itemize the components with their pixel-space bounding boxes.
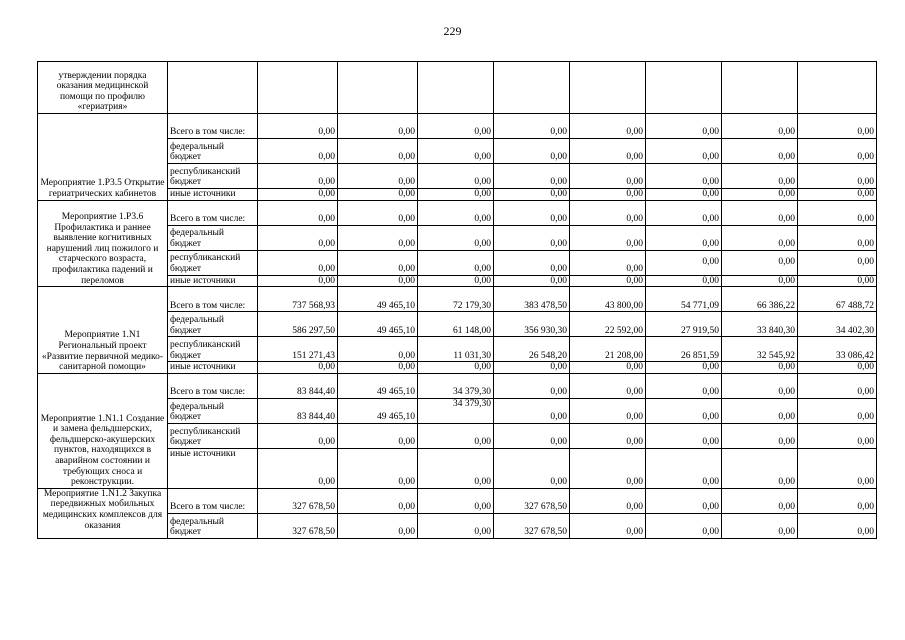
measure-name-cell: Мероприятие 1.N1.1 Создание и замена фельдшерских, фельдшерско-акушерских пунктов, находящихся в аварийном состоянии и требующих сноса и реконструкции. — [38, 373, 168, 488]
amount-cell: 327 678,50 — [494, 513, 570, 538]
amount-cell: 0,00 — [646, 225, 722, 250]
amount-cell: 0,00 — [494, 189, 570, 201]
amount-cell: 0,00 — [258, 362, 338, 374]
amount-cell: 0,00 — [722, 139, 798, 164]
amount-cell: 0,00 — [646, 189, 722, 201]
amount-cell: 54 771,09 — [646, 287, 722, 312]
amount-cell: 0,00 — [722, 362, 798, 374]
amount-cell: 0,00 — [494, 398, 570, 423]
amount-cell: 0,00 — [418, 448, 494, 488]
amount-cell: 0,00 — [494, 250, 570, 275]
amount-cell: 0,00 — [570, 488, 646, 513]
funding-source-cell: республиканский бюджет — [168, 423, 258, 448]
amount-cell: 0,00 — [338, 225, 418, 250]
funding-source-cell: республиканский бюджет — [168, 164, 258, 189]
amount-cell: 0,00 — [722, 448, 798, 488]
amount-cell — [338, 62, 418, 114]
amount-cell: 0,00 — [258, 225, 338, 250]
amount-cell: 0,00 — [494, 373, 570, 398]
amount-cell: 49 465,10 — [338, 398, 418, 423]
amount-cell — [798, 62, 877, 114]
page-number: 229 — [443, 24, 462, 38]
amount-cell: 0,00 — [338, 139, 418, 164]
amount-cell: 83 844,40 — [258, 373, 338, 398]
measure-name-cell: Мероприятие 1.N1.2 Закупка передвижных мобильных медицинских комплексов для оказания — [38, 488, 168, 538]
amount-cell: 0,00 — [798, 164, 877, 189]
amount-cell: 0,00 — [258, 164, 338, 189]
measure-name-cell: Мероприятие 1.Р3.6 Профилактика и раннее выявление когнитивных нарушений лиц пожилого и старческого возраста, профилактика падений и переломов — [38, 200, 168, 287]
amount-cell: 49 465,10 — [338, 287, 418, 312]
amount-cell: 0,00 — [570, 275, 646, 287]
amount-cell: 0,00 — [798, 189, 877, 201]
amount-cell — [494, 62, 570, 114]
amount-cell: 0,00 — [494, 423, 570, 448]
measure-name-cell: Мероприятие 1.Р3.5 Открытие гериатрических кабинетов — [38, 114, 168, 201]
amount-cell: 27 919,50 — [646, 312, 722, 337]
amount-cell: 0,00 — [338, 200, 418, 225]
amount-cell: 0,00 — [646, 362, 722, 374]
amount-cell: 0,00 — [418, 275, 494, 287]
amount-cell: 0,00 — [570, 114, 646, 139]
amount-cell: 0,00 — [646, 423, 722, 448]
amount-cell: 0,00 — [418, 362, 494, 374]
amount-cell: 0,00 — [570, 139, 646, 164]
amount-cell: 0,00 — [494, 114, 570, 139]
amount-cell: 49 465,10 — [338, 312, 418, 337]
table-row — [38, 373, 877, 398]
amount-cell: 151 271,43 — [258, 337, 338, 362]
amount-cell: 0,00 — [418, 164, 494, 189]
funding-source-cell: Всего в том числе: — [168, 373, 258, 398]
amount-cell: 0,00 — [570, 250, 646, 275]
funding-source-cell: Всего в том числе: — [168, 114, 258, 139]
amount-cell: 0,00 — [646, 513, 722, 538]
amount-cell: 0,00 — [722, 114, 798, 139]
amount-cell: 0,00 — [646, 114, 722, 139]
amount-cell: 0,00 — [722, 423, 798, 448]
amount-cell: 0,00 — [798, 275, 877, 287]
amount-cell: 0,00 — [258, 139, 338, 164]
amount-cell: 0,00 — [798, 513, 877, 538]
amount-cell: 0,00 — [798, 448, 877, 488]
amount-cell: 34 379,30 — [418, 373, 494, 398]
amount-cell: 34 402,30 — [798, 312, 877, 337]
amount-cell: 586 297,50 — [258, 312, 338, 337]
funding-source-cell: федеральный бюджет — [168, 225, 258, 250]
amount-cell: 33 086,42 — [798, 337, 877, 362]
amount-cell: 0,00 — [418, 513, 494, 538]
amount-cell: 0,00 — [646, 398, 722, 423]
amount-cell: 0,00 — [338, 189, 418, 201]
amount-cell: 0,00 — [570, 189, 646, 201]
amount-cell: 0,00 — [798, 398, 877, 423]
amount-cell: 0,00 — [722, 164, 798, 189]
amount-cell: 61 148,00 — [418, 312, 494, 337]
amount-cell — [722, 62, 798, 114]
amount-cell: 0,00 — [646, 139, 722, 164]
table-row — [38, 62, 877, 114]
amount-cell: 0,00 — [798, 362, 877, 374]
amount-cell: 0,00 — [258, 250, 338, 275]
amount-cell: 0,00 — [646, 448, 722, 488]
amount-cell: 0,00 — [258, 114, 338, 139]
amount-cell: 0,00 — [338, 513, 418, 538]
amount-cell: 0,00 — [798, 488, 877, 513]
amount-cell: 0,00 — [722, 488, 798, 513]
amount-cell: 0,00 — [646, 200, 722, 225]
amount-cell: 0,00 — [570, 200, 646, 225]
amount-cell: 0,00 — [570, 423, 646, 448]
funding-source-cell: Всего в том числе: — [168, 488, 258, 513]
amount-cell: 0,00 — [570, 448, 646, 488]
funding-source-cell: республиканский бюджет — [168, 337, 258, 362]
table-row — [38, 488, 877, 513]
amount-cell: 43 800,00 — [570, 287, 646, 312]
amount-cell: 0,00 — [494, 225, 570, 250]
amount-cell: 0,00 — [418, 139, 494, 164]
amount-cell: 0,00 — [570, 513, 646, 538]
funding-source-cell: республиканский бюджет — [168, 250, 258, 275]
amount-cell: 0,00 — [418, 423, 494, 448]
amount-cell: 0,00 — [418, 225, 494, 250]
funding-source-cell: Всего в том числе: — [168, 287, 258, 312]
amount-cell: 737 568,93 — [258, 287, 338, 312]
table-row — [38, 200, 877, 225]
amount-cell: 0,00 — [798, 114, 877, 139]
amount-cell: 0,00 — [722, 225, 798, 250]
amount-cell: 0,00 — [338, 250, 418, 275]
table-row — [38, 287, 877, 312]
measure-name-cell: утверждении порядка оказания медицинской помощи по профилю «гериатрия» — [38, 62, 168, 114]
amount-cell: 83 844,40 — [258, 398, 338, 423]
amount-cell: 0,00 — [798, 200, 877, 225]
amount-cell: 0,00 — [258, 275, 338, 287]
amount-cell: 72 179,30 — [418, 287, 494, 312]
amount-cell: 0,00 — [418, 250, 494, 275]
amount-cell: 0,00 — [722, 275, 798, 287]
amount-cell: 0,00 — [338, 423, 418, 448]
amount-cell: 0,00 — [338, 488, 418, 513]
amount-cell: 0,00 — [338, 448, 418, 488]
amount-cell: 66 386,22 — [722, 287, 798, 312]
amount-cell: 0,00 — [798, 373, 877, 398]
amount-cell: 0,00 — [258, 200, 338, 225]
amount-cell: 0,00 — [722, 398, 798, 423]
amount-cell: 0,00 — [418, 200, 494, 225]
amount-cell — [418, 62, 494, 114]
amount-cell: 0,00 — [646, 164, 722, 189]
amount-cell: 0,00 — [570, 225, 646, 250]
funding-source-cell: иные источники — [168, 448, 258, 488]
amount-cell: 0,00 — [570, 362, 646, 374]
amount-cell: 26 851,59 — [646, 337, 722, 362]
amount-cell: 0,00 — [570, 164, 646, 189]
amount-cell: 327 678,50 — [258, 488, 338, 513]
amount-cell: 0,00 — [258, 423, 338, 448]
amount-cell: 34 379,30 — [418, 398, 494, 423]
amount-cell: 0,00 — [798, 139, 877, 164]
amount-cell: 0,00 — [418, 488, 494, 513]
measure-name-cell: Мероприятие 1.N1 Региональный проект «Развитие первичной медико-санитарной помощи» — [38, 287, 168, 374]
amount-cell: 0,00 — [646, 250, 722, 275]
amount-cell: 0,00 — [338, 114, 418, 139]
amount-cell: 0,00 — [338, 164, 418, 189]
amount-cell: 22 592,00 — [570, 312, 646, 337]
amount-cell: 0,00 — [494, 164, 570, 189]
amount-cell: 33 840,30 — [722, 312, 798, 337]
amount-cell: 0,00 — [722, 250, 798, 275]
amount-cell: 0,00 — [418, 189, 494, 201]
amount-cell: 0,00 — [798, 250, 877, 275]
amount-cell: 0,00 — [494, 448, 570, 488]
funding-source-cell: федеральный бюджет — [168, 139, 258, 164]
amount-cell: 0,00 — [338, 362, 418, 374]
table-row — [38, 114, 877, 139]
amount-cell: 0,00 — [722, 373, 798, 398]
amount-cell: 327 678,50 — [258, 513, 338, 538]
amount-cell: 383 478,50 — [494, 287, 570, 312]
funding-source-cell: иные источники — [168, 275, 258, 287]
amount-cell: 0,00 — [722, 513, 798, 538]
amount-cell: 11 031,30 — [418, 337, 494, 362]
amount-cell: 26 548,20 — [494, 337, 570, 362]
funding-source-cell: федеральный бюджет — [168, 312, 258, 337]
amount-cell: 49 465,10 — [338, 373, 418, 398]
amount-cell: 0,00 — [798, 423, 877, 448]
funding-source-cell: иные источники — [168, 362, 258, 374]
amount-cell: 0,00 — [258, 448, 338, 488]
amount-cell: 32 545,92 — [722, 337, 798, 362]
amount-cell: 356 930,30 — [494, 312, 570, 337]
amount-cell: 0,00 — [646, 488, 722, 513]
amount-cell: 0,00 — [722, 200, 798, 225]
amount-cell: 0,00 — [338, 275, 418, 287]
amount-cell — [570, 62, 646, 114]
amount-cell: 0,00 — [494, 139, 570, 164]
amount-cell: 0,00 — [570, 373, 646, 398]
amount-cell: 0,00 — [258, 189, 338, 201]
funding-source-cell: Всего в том числе: — [168, 200, 258, 225]
amount-cell: 0,00 — [338, 337, 418, 362]
amount-cell: 0,00 — [722, 189, 798, 201]
amount-cell: 0,00 — [646, 373, 722, 398]
funding-source-cell: иные источники — [168, 189, 258, 201]
amount-cell: 0,00 — [494, 200, 570, 225]
amount-cell: 0,00 — [494, 275, 570, 287]
amount-cell: 327 678,50 — [494, 488, 570, 513]
amount-cell: 0,00 — [570, 398, 646, 423]
amount-cell: 0,00 — [646, 275, 722, 287]
amount-cell: 0,00 — [418, 114, 494, 139]
funding-source-cell: федеральный бюджет — [168, 398, 258, 423]
funding-source-cell: федеральный бюджет — [168, 513, 258, 538]
amount-cell: 67 488,72 — [798, 287, 877, 312]
amount-cell — [258, 62, 338, 114]
amount-cell: 0,00 — [798, 225, 877, 250]
budget-table — [37, 61, 877, 539]
amount-cell — [646, 62, 722, 114]
amount-cell: 21 208,00 — [570, 337, 646, 362]
funding-source-cell — [168, 62, 258, 114]
amount-cell: 0,00 — [494, 362, 570, 374]
